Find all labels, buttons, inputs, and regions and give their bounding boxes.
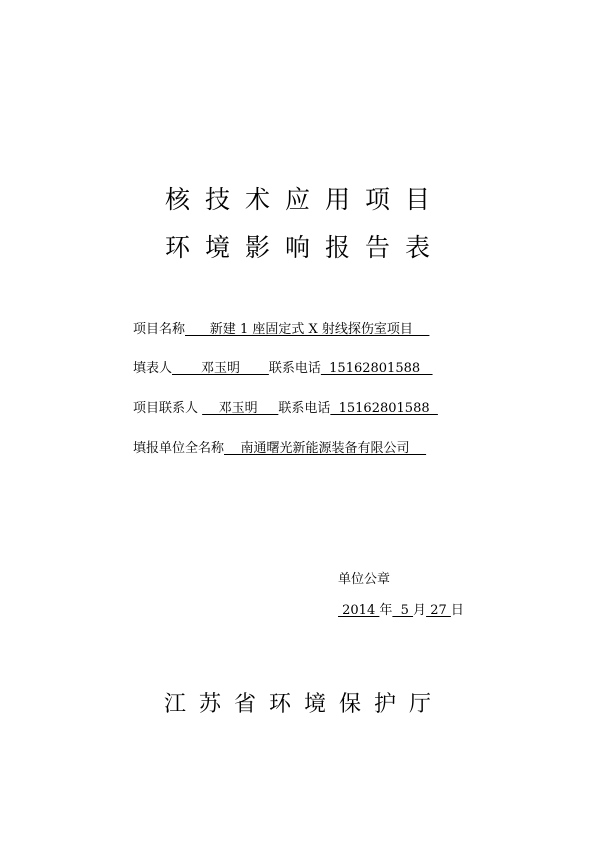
phone-label: 联系电话	[268, 361, 321, 376]
date-line	[338, 599, 464, 618]
document-title-line-1: 核技术应用项目	[164, 185, 445, 214]
date-month: 5	[392, 603, 414, 618]
phone-value: 15162801588	[320, 361, 433, 376]
project-name-label: 项目名称	[133, 322, 186, 337]
filler-field	[133, 361, 433, 377]
date-day-char: 日	[450, 603, 464, 618]
project-name-field	[133, 322, 429, 338]
unit-field	[133, 441, 426, 457]
date-year-char: 年	[379, 603, 393, 618]
date-year: 2014	[338, 603, 380, 618]
unit-label: 填报单位全名称	[133, 441, 225, 456]
contact-value: 邓玉明	[202, 401, 279, 416]
date-day: 27	[426, 603, 451, 618]
date-month-char: 月	[413, 603, 427, 618]
filler-value: 邓玉明	[172, 361, 269, 376]
unit-value: 南通曙光新能源装备有限公司	[224, 441, 427, 456]
contact-phone-label: 联系电话	[278, 401, 331, 416]
project-name-value: 新建 1 座固定式 X 射线探伤室项目	[185, 322, 430, 337]
contact-phone-value: 15162801588	[330, 401, 438, 416]
contact-label: 项目联系人	[133, 401, 203, 416]
issuing-authority: 江苏省环境保护厅	[163, 692, 444, 717]
seal-label: 单位公章	[338, 572, 391, 587]
document-title-line-2: 环境影响报告表	[164, 233, 445, 262]
filler-label: 填表人	[133, 361, 173, 376]
contact-field	[133, 401, 438, 417]
